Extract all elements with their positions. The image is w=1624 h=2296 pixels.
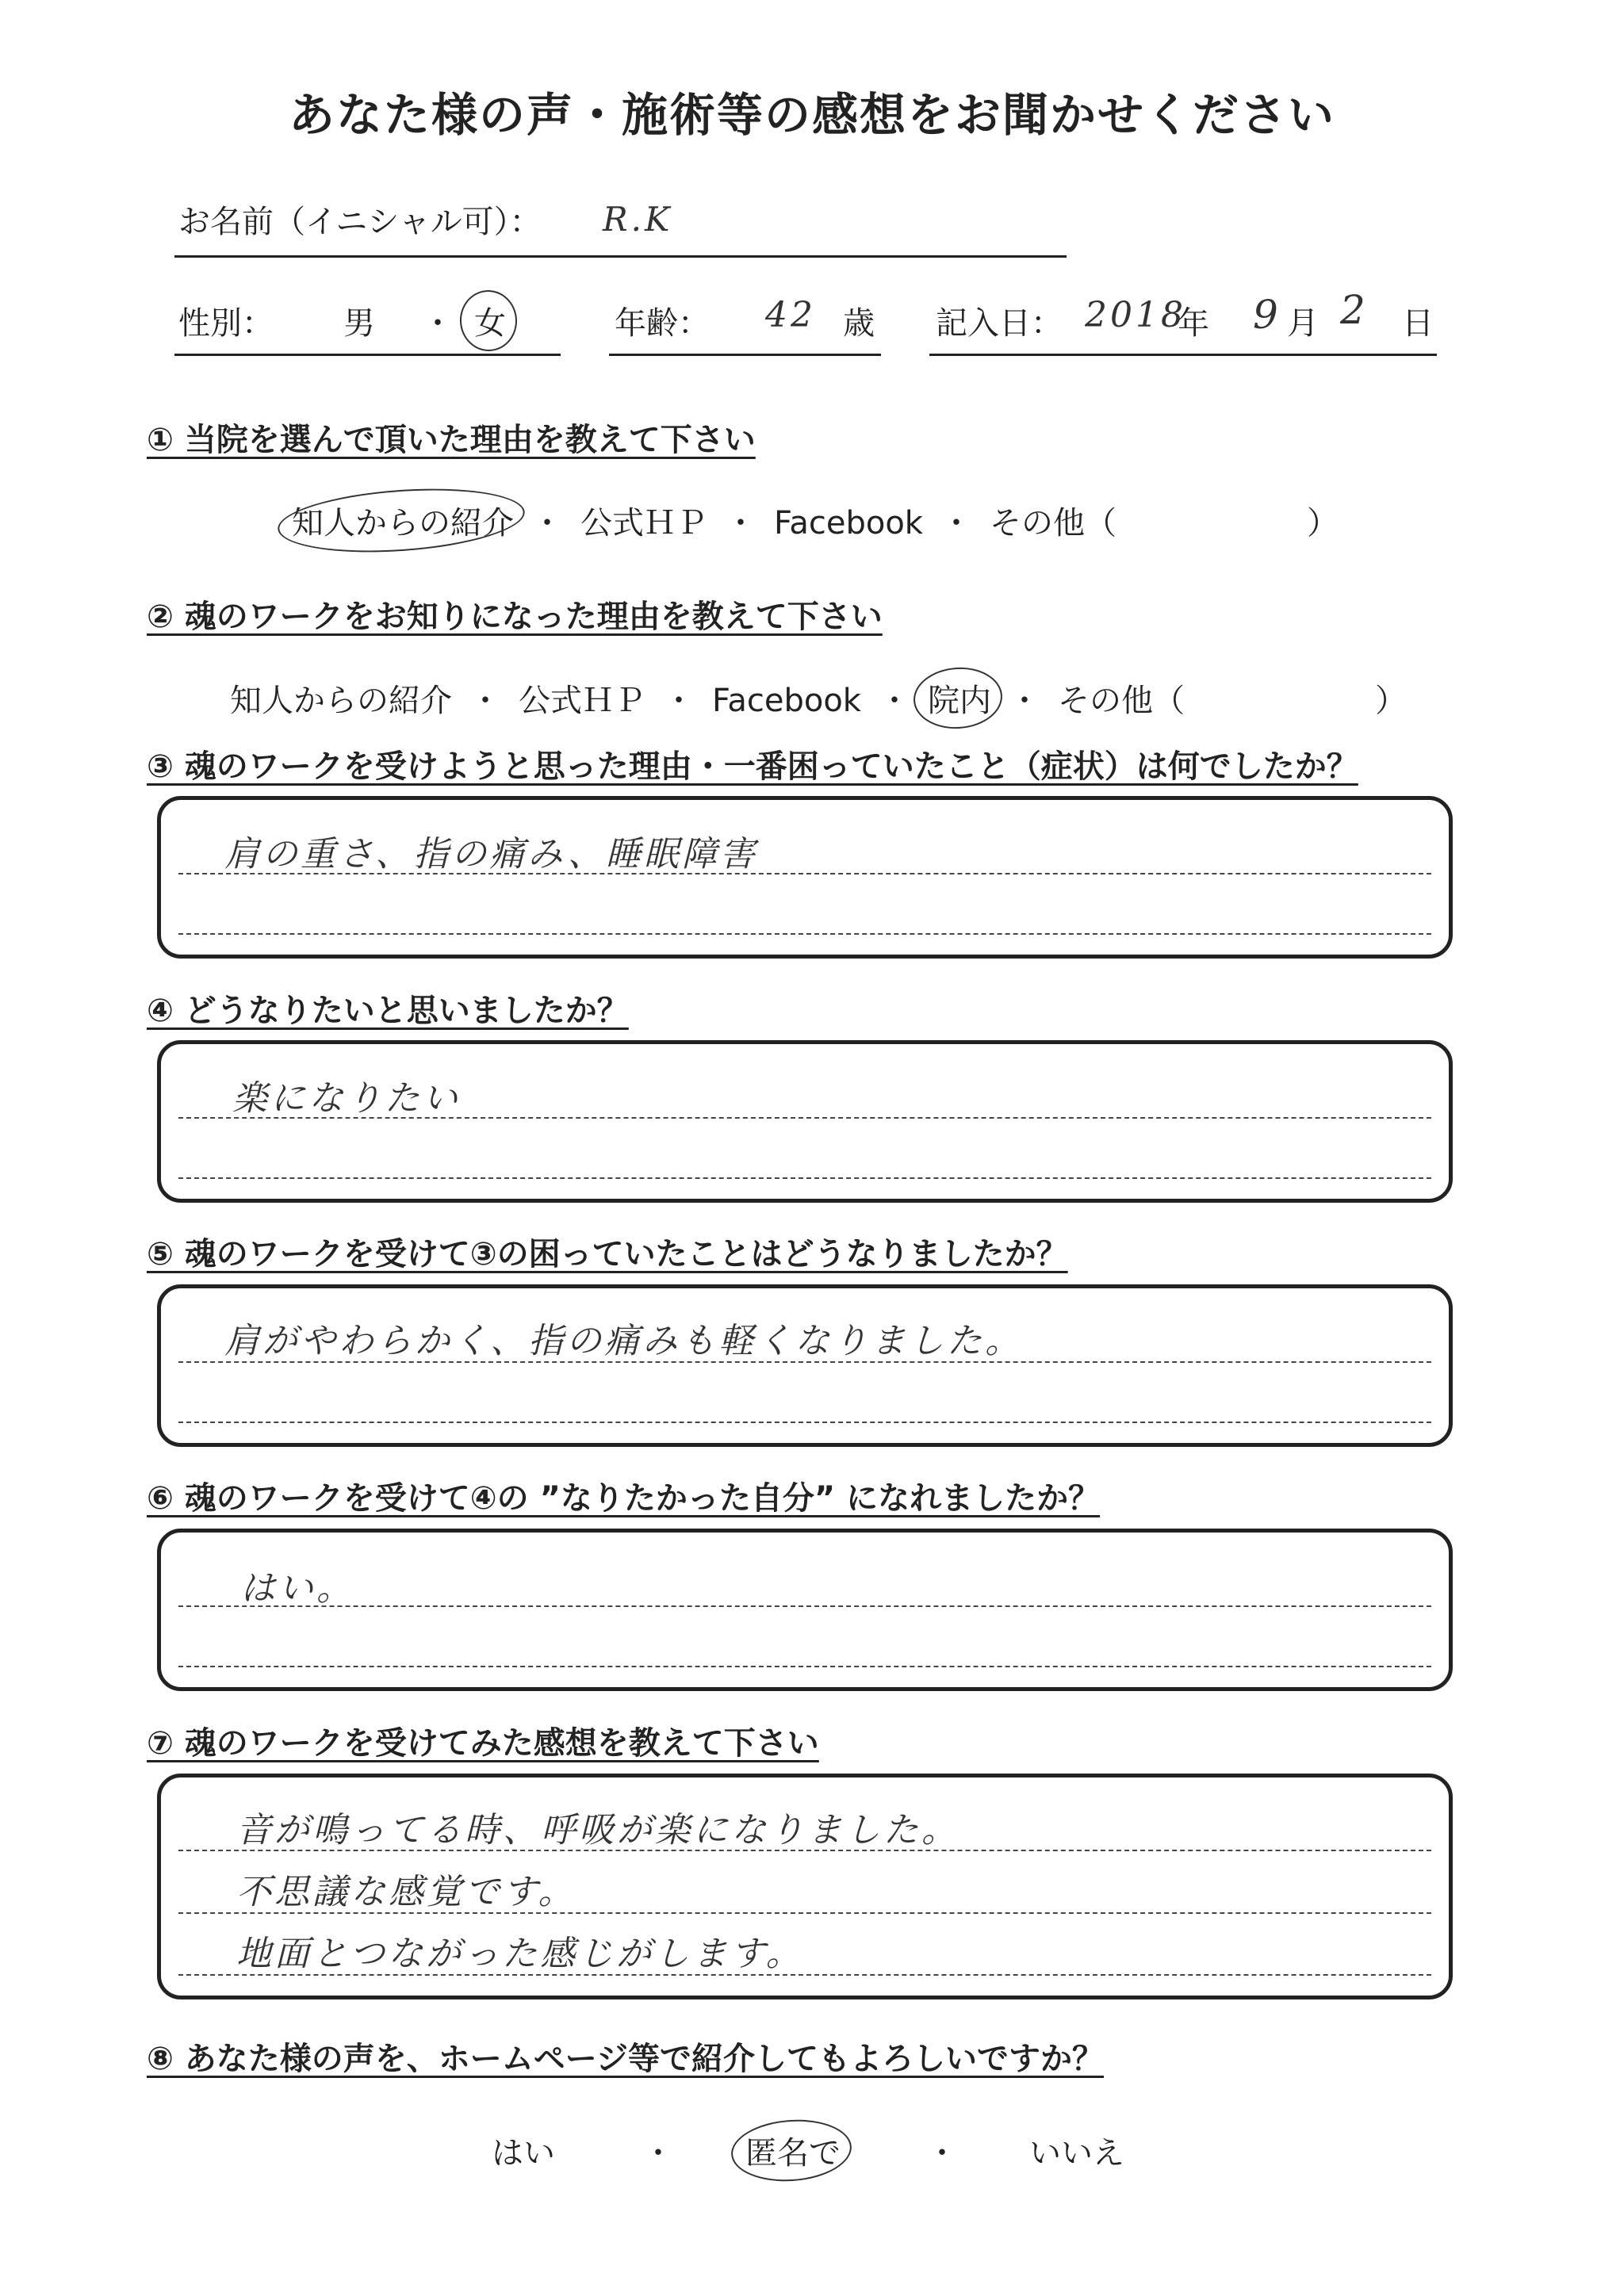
q2-title: ② 魂のワークをお知りになった理由を教えて下さい [147, 599, 883, 635]
q8-option-anonymous[interactable] [745, 2128, 841, 2173]
q7-answer-line-3: 地面とつながった感じがします。 [236, 1934, 804, 1974]
gender-female-text: 女 [474, 298, 506, 343]
q7-answer-box[interactable] [157, 1774, 1453, 1999]
q1-sep: ・ [940, 505, 972, 541]
q6-dashed-line [178, 1605, 1431, 1607]
q2-option-facebook[interactable]: Facebook [712, 683, 861, 719]
name-value[interactable]: R.K [603, 200, 673, 239]
q2-option-in-clinic[interactable]: 院内 [928, 675, 991, 721]
q1-sep: ・ [725, 505, 756, 541]
q3-dashed-line [178, 933, 1431, 935]
age-value[interactable]: 42 [765, 295, 816, 335]
q5-dashed-line [178, 1422, 1431, 1423]
date-month[interactable]: 9 [1253, 292, 1281, 338]
q7-answer-line-2: 不思議な感覚です。 [236, 1872, 576, 1912]
day-unit: 日 [1402, 305, 1434, 342]
gender-separator: ・ [422, 305, 454, 342]
q2-other-close: ） [1374, 683, 1407, 719]
q4-dashed-line [178, 1177, 1431, 1179]
date-label: 記入日： [936, 305, 1063, 342]
age-underline [609, 354, 881, 356]
q6-answer-line-1: はい。 [240, 1568, 354, 1609]
name-label: お名前（イニシャル可）： [178, 204, 542, 240]
q8-option-yes[interactable]: はい [492, 2135, 555, 2172]
q7-answer-line-1: 音が鳴ってる時、呼吸が楽になりました。 [236, 1810, 959, 1850]
month-unit: 月 [1287, 305, 1319, 342]
q1-option-acquaintance[interactable]: 知人からの紹介 [292, 498, 514, 543]
gender-male[interactable]: 男 [343, 305, 375, 342]
date-year[interactable]: 2018 [1085, 295, 1186, 335]
q3-answer-line-1: 肩の重さ、指の痛み、睡眠障害 [224, 834, 758, 874]
q6-title: ⑥ 魂のワークを受けて④の ”なりたかった自分” になれましたか？ [147, 1480, 1101, 1517]
gender-underline [174, 354, 561, 356]
q6-answer-box[interactable] [157, 1529, 1453, 1691]
q6-dashed-line [178, 1666, 1431, 1667]
q3-answer-box[interactable] [157, 796, 1453, 959]
q2-sep: ・ [1008, 683, 1040, 719]
q2-option-other[interactable]: その他（ [1057, 683, 1185, 719]
q3-title: ③ 魂のワークを受けようと思った理由・一番困っていたこと（症状）は何でしたか？ [147, 748, 1358, 785]
q8-option-no[interactable]: いいえ [1029, 2135, 1124, 2172]
gender-female[interactable] [474, 298, 506, 343]
q2-options [230, 675, 1407, 721]
age-unit: 歳 [843, 305, 875, 342]
q4-answer-line-1: 楽になりたい [232, 1078, 461, 1119]
gender-label: 性別： [178, 305, 274, 342]
q5-dashed-line [178, 1361, 1431, 1363]
q8-title: ⑧ あなた様の声を、ホームページ等で紹介してもよろしいですか？ [147, 2041, 1104, 2077]
q5-title: ⑤ 魂のワークを受けて③の困っていたことはどうなりましたか？ [147, 1236, 1068, 1272]
q7-title: ⑦ 魂のワークを受けてみた感想を教えて下さい [147, 1725, 819, 1762]
q2-option-acquaintance[interactable]: 知人からの紹介 [230, 683, 452, 719]
q2-sep: ・ [663, 683, 695, 719]
year-unit: 年 [1178, 305, 1209, 342]
q4-title: ④ どうなりたいと思いましたか？ [147, 993, 629, 1029]
date-underline [929, 354, 1437, 356]
q8-option-anonymous-text: 匿名で [745, 2128, 841, 2173]
page-title: あなた様の声・施術等の感想をお聞かせください [288, 88, 1335, 142]
q5-answer-line-1: 肩がやわらかく、指の痛みも軽くなりました。 [224, 1321, 1024, 1361]
q1-sep: ・ [531, 505, 563, 541]
q4-answer-box[interactable] [157, 1040, 1453, 1203]
age-label: 年齢： [615, 305, 710, 342]
q1-title: ① 当院を選んで頂いた理由を教えて下さい [147, 422, 756, 458]
q7-dashed-line [178, 1912, 1431, 1914]
q3-dashed-line [178, 873, 1431, 874]
q4-dashed-line [178, 1117, 1431, 1119]
q5-answer-box[interactable] [157, 1284, 1453, 1447]
q1-other-close: ） [1306, 505, 1339, 541]
q8-sep: ・ [642, 2135, 674, 2172]
q8-sep: ・ [926, 2135, 958, 2172]
q2-option-hp[interactable]: 公式ＨＰ [519, 683, 645, 719]
q1-option-hp[interactable]: 公式ＨＰ [580, 505, 707, 541]
q2-sep: ・ [878, 683, 910, 719]
q1-option-other[interactable]: その他（ [989, 505, 1116, 541]
q2-sep: ・ [469, 683, 501, 719]
q1-options [292, 498, 1339, 543]
q7-dashed-line [178, 1850, 1431, 1851]
q1-option-facebook[interactable]: Facebook [774, 505, 923, 541]
name-underline [174, 255, 1067, 258]
q7-dashed-line [178, 1974, 1431, 1976]
date-day[interactable]: 2 [1340, 287, 1369, 333]
